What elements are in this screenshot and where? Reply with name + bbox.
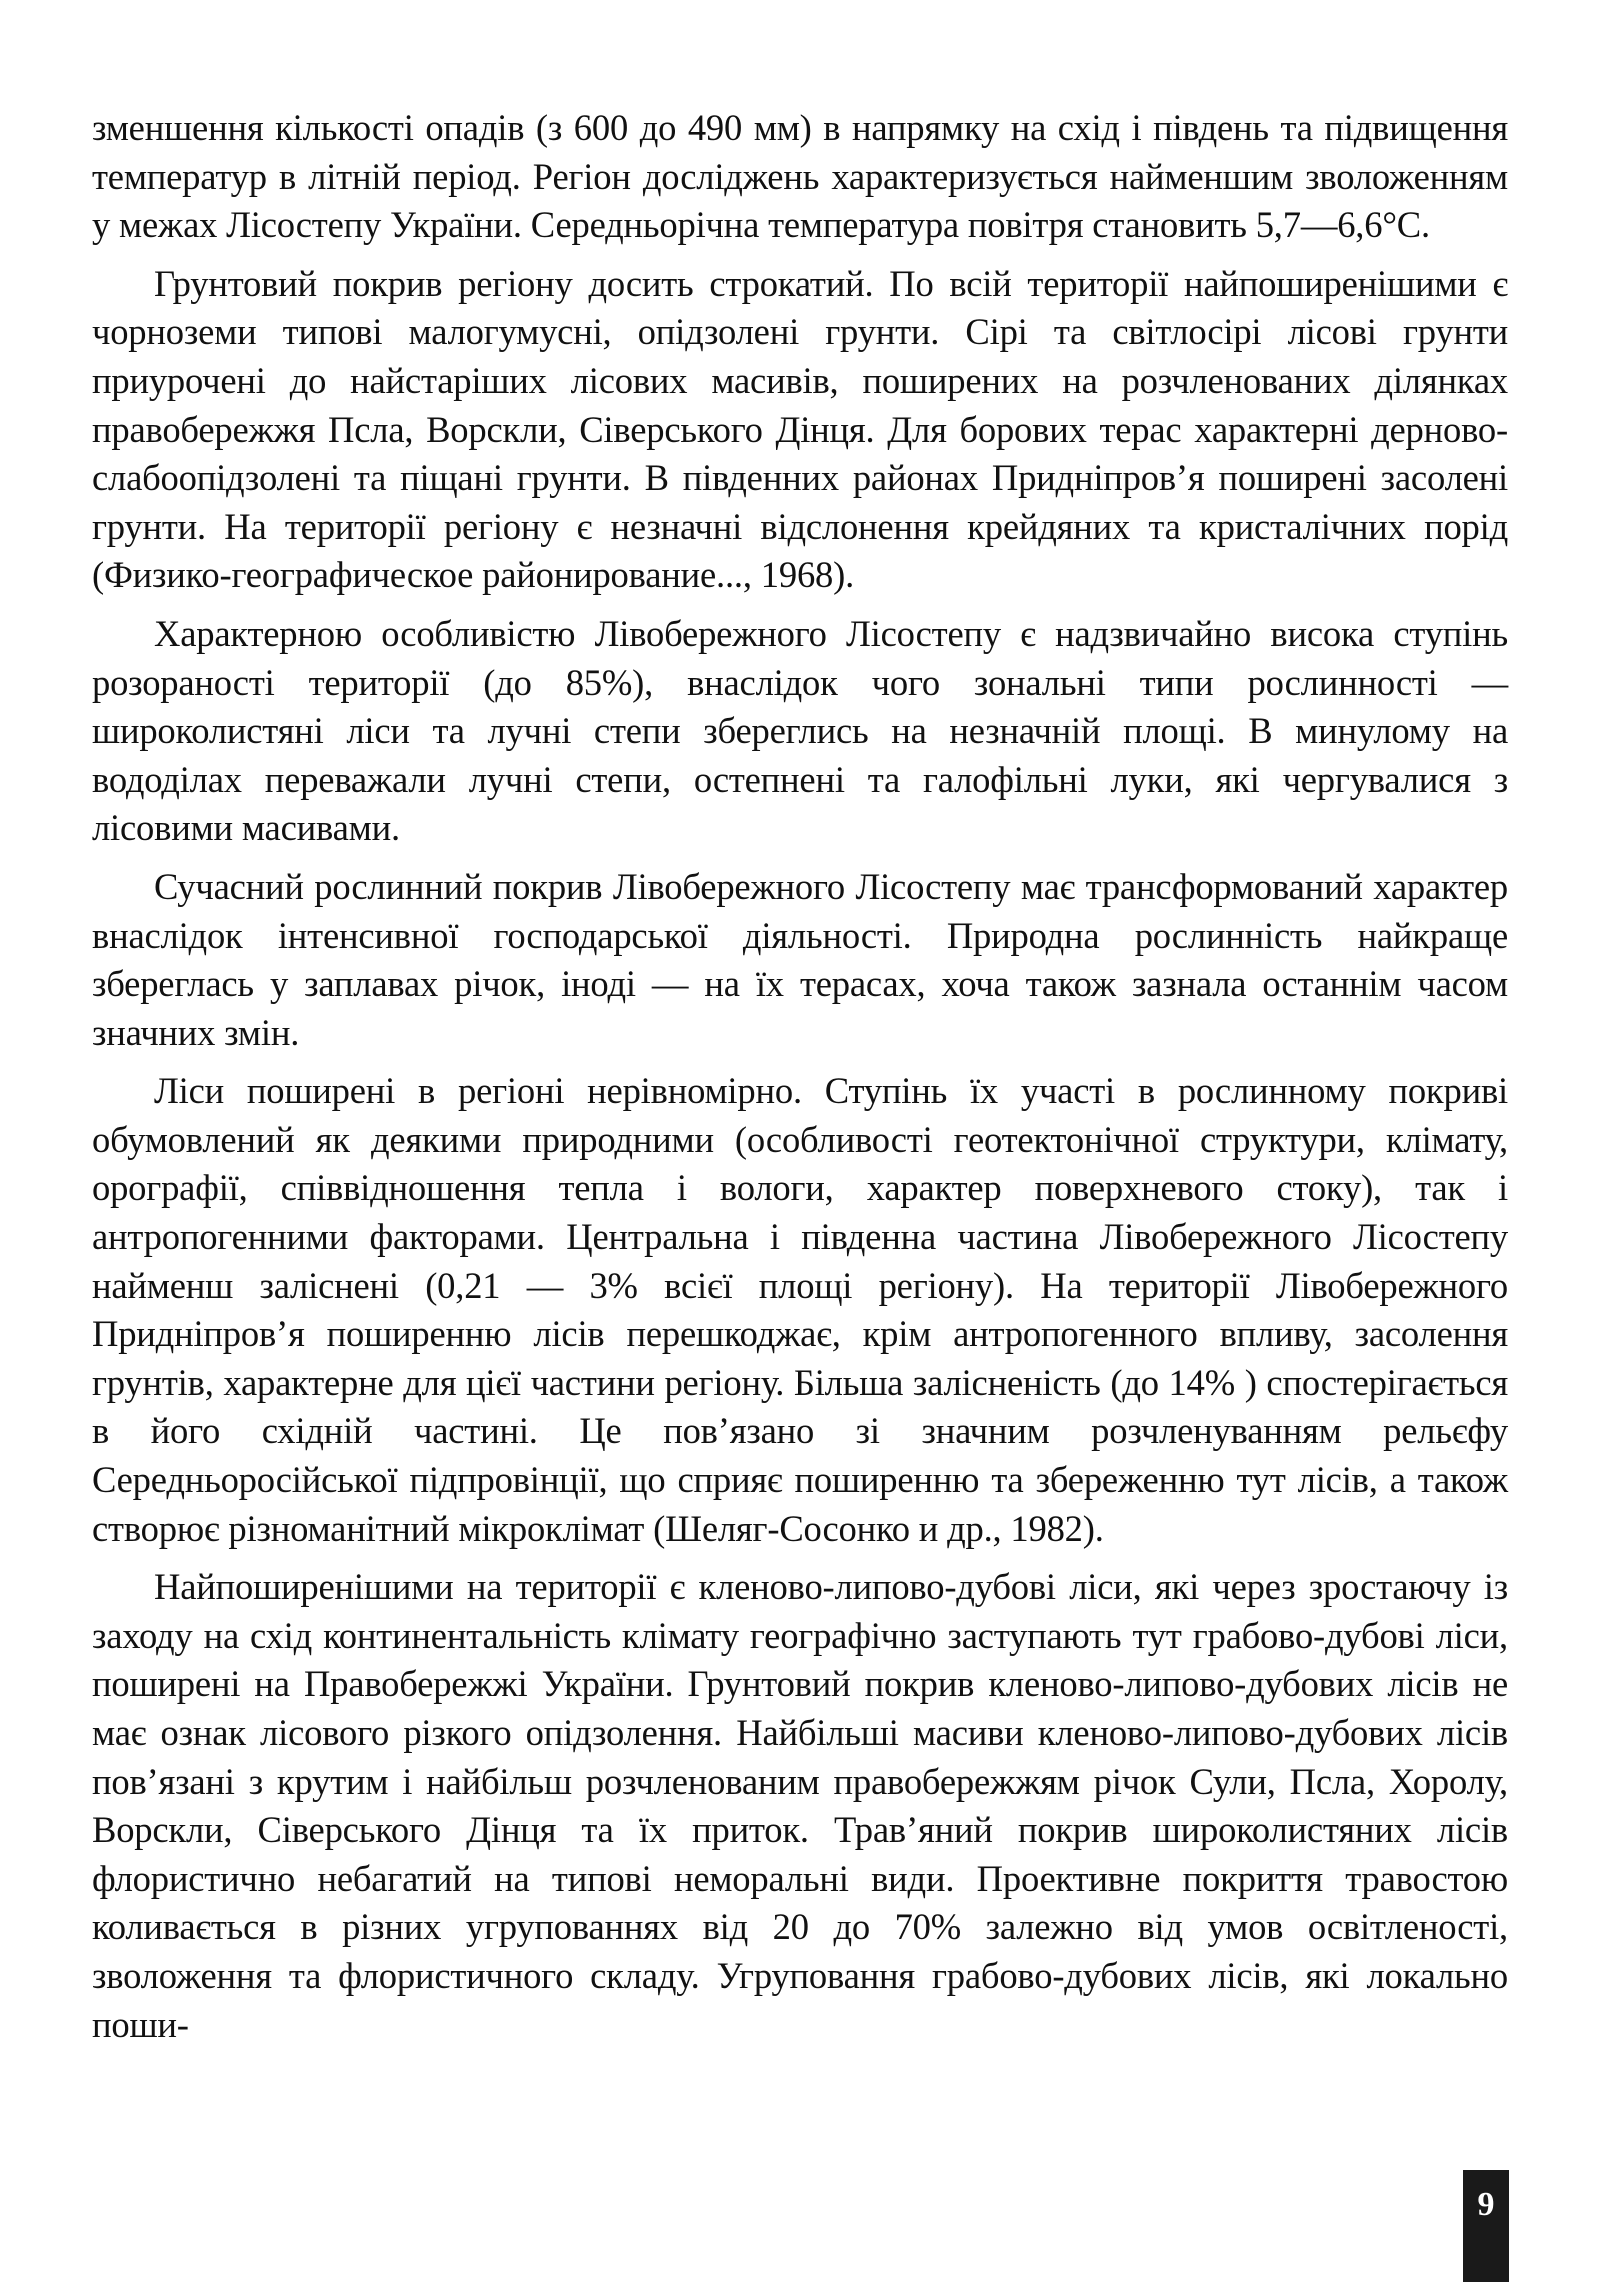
page-number-tab: 9 (1463, 2170, 1509, 2282)
paragraph-vegetation-cover: Сучасний рослинний покрив Лівобережного Лісостепу має трансформований характер внаслідок інтенсивної господарської діяльності. Природна рослинність найкраще збереглась у заплавах річок, іноді — на їх терасах, хоча також зазнала останнім часом значних змін. (92, 865, 1508, 1053)
paragraph-soil-cover: Грунтовий покрив регіону досить строкатий. По всій території найпоширенішими є чорноземи типові малогумусні, опідзолені грунти. Сірі та світлосірі лісові грунти приурочені до найстаріших лісових масивів, поширених на розчленованих ділянках правобережжя Псла, Ворскли, Сіверського Дінця. Для борових терас характерні дерново-слабоопідзолені та піщані грунти. В південних районах Придніпров’я поширені засолені грунти. На території регіону є незначні відслонення крейдяних та кристалічних порід (Физико-географическое районирование..., 1968). (92, 262, 1508, 596)
paragraph-forest-types: Найпоширенішими на території є кленово-липово-дубові ліси, які через зростаючу із заходу на схід континентальність клімату географічно заступають тут грабово-дубові ліси, поширені на Правобережжі України. Грунтовий покрив кленово-липово-дубових лісів не має ознак лісового різкого опідзолення. Найбільші масиви кленово-липово-дубових лісів пов’язані з крутим і найбільш розчленованим правобережжям річок Сули, Псла, Хоролу, Ворскли, Сіверського Дінця та їх приток. Трав’яний покрив широколистяних лісів флористично небагатий на типові неморальні види. Проективне покриття травостою коливається в різних угрупованнях від 20 до 70% залежно від умов освітленості, зволоження та флористичного складу. Угруповання грабово-дубових лісів, які локально поши- (92, 1566, 1508, 2045)
paragraph-forest-distribution: Ліси поширені в регіоні нерівномірно. Ступінь їх участі в рослинному покриві обумовлений як деякими природними (особливості геотектонічної структури, клімату, орографії, співвідношення тепла і вологи, характер поверхневого стоку), так і антропогенними факторами. Центральна і південна частина Лівобережного Лісостепу найменш заліснені (0,21 — 3% всієї площі регіону). На території Лівобережного Придніпров’я поширенню лісів перешкоджає, крім антропогенного впливу, засолення грунтів, характерне для цієї частини регіону. Більша залісненість (до 14% ) спостерігається в його східній частині. Це пов’язано зі значним розчленуванням рельєфу Середньоросійської підпровінції, що сприяє поширенню та збереженню тут лісів, а також створює різноманітний мікроклімат (Шеляг-Сосонко и др., 1982). (92, 1070, 1508, 1549)
paragraph-climate-continued: зменшення кількості опадів (з 600 до 490 мм) в напрямку на схід і південь та підвищення температур в літній період. Регіон досліджень характеризується найменшим зволоженням у межах Лісостепу України. Середньорічна температура повітря становить 5,7—6,6°С. (92, 107, 1508, 246)
page-body (92, 104, 1508, 2049)
paragraph-plowing: Характерною особливістю Лівобережного Лісостепу є надзвичайно висока ступінь розораності території (до 85%), внаслідок чого зональні типи рослинності — широколистяні ліси та лучні степи збереглись на незначній площі. В минулому на вододілах переважали лучні степи, остепнені та галофільні луки, які чергувалися з лісовими масивами. (92, 612, 1508, 849)
